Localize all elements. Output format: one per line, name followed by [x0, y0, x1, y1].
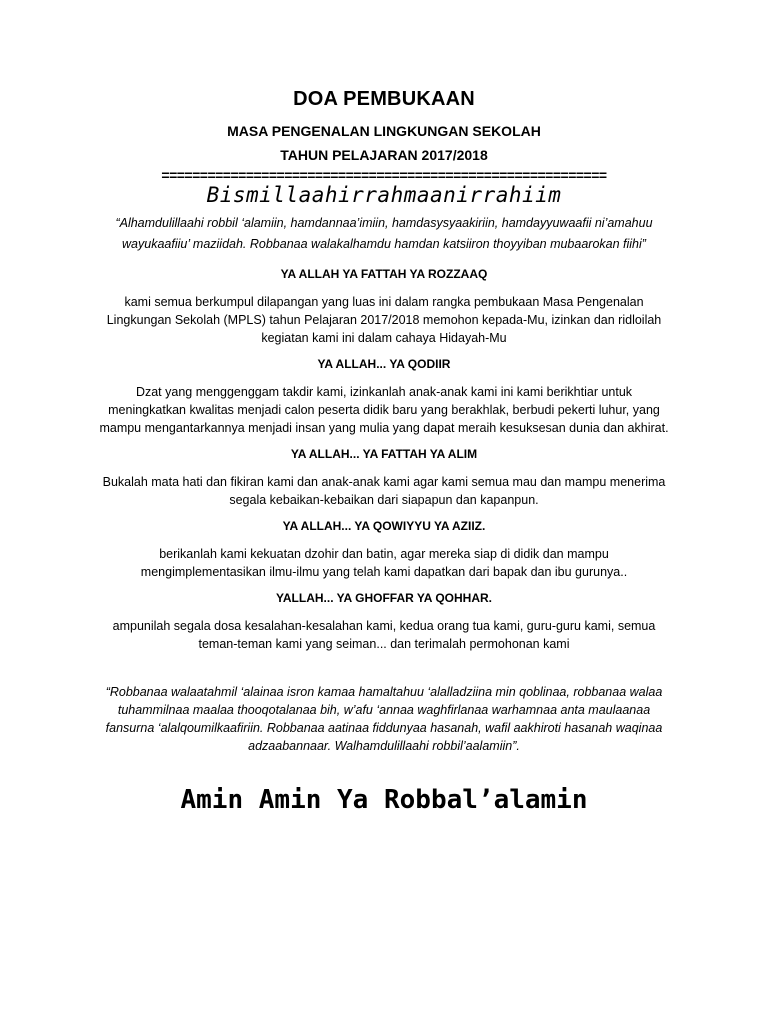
separator-line: ========================================================== [161, 167, 607, 183]
document-subtitle-year: TAHUN PELAJARAN 2017/2018 [280, 147, 488, 163]
section-text: berikanlah kami kekuatan dzohir dan batin, agar mereka siap di didik dan mampu mengimplementasikan ilmu-ilmu yang telah kami dapatkan dari bapak dan ibu gurunya.. [140, 547, 628, 579]
prayer-section [96, 267, 672, 347]
prayer-section [96, 357, 672, 437]
section-heading: YA ALLAH YA FATTAH YA ROZZAAQ [280, 267, 488, 281]
section-text: kami semua berkumpul dilapangan yang luas ini dalam rangka pembukaan Masa Pengenalan Lingkungan Sekolah (MPLS) tahun Pelajaran 2017/2018 memohon kepada-Mu, izinkan dan ridloilah kegiatan kami ini dalam cahaya Hidayah-Mu [106, 295, 662, 345]
prayer-section [96, 447, 672, 509]
prayer-section [96, 591, 672, 653]
section-text: Bukalah mata hati dan fikiran kami dan anak-anak kami agar kami semua mau dan mampu menerima segala kebaikan-kebaikan dari siapapun dan kapanpun. [102, 475, 666, 507]
section-heading: YA ALLAH... YA QODIIR [317, 357, 451, 371]
section-heading: YA ALLAH... YA QOWIYYU YA AZIIZ. [282, 519, 486, 533]
section-heading: YALLAH... YA GHOFFAR YA QOHHAR. [275, 591, 493, 605]
opening-quote: “Alhamdulillaahi robbil ‘alamiin, hamdannaa’imiin, hamdasysyaakiriin, hamdayyuwaafii ni’amahuu wayukaafiiu’ maziidah. Robbanaa walakalhamdu hamdan katsiiron thoyyiban mubaarokan fiihi” [115, 216, 653, 251]
bismillah-heading: Bismillaahirrahmaanirrahiim [206, 183, 562, 207]
prayer-section [96, 519, 672, 581]
document-subtitle-event: MASA PENGENALAN LINGKUNGAN SEKOLAH [227, 123, 541, 139]
section-text: Dzat yang menggenggam takdir kami, izinkanlah anak-anak kami ini kami berikhtiar untuk meningkatkan kwalitas menjadi calon peserta didik baru yang berakhlak, berbudi pekerti luhur, yang mampu mengantarkannya menjadi insan yang mulia yang dapat meraih kesuksesan dunia dan akhirat. [99, 385, 669, 435]
section-text: ampunilah segala dosa kesalahan-kesalahan kami, kedua orang tua kami, guru-guru kami, semua teman-teman kami yang seiman... dan terimalah permohonan kami [112, 619, 656, 651]
section-heading: YA ALLAH... YA FATTAH YA ALIM [290, 447, 478, 461]
closing-quote: “Robbanaa walaatahmil ‘alainaa isron kamaa hamaltahuu ‘alalladziina min qoblinaa, robbanaa walaa tuhammilnaa maalaa thooqotalanaa bih, w’afu ‘annaa waghfirlanaa warhamnaa anta maulaanaa fansurna ‘alalqoumilkaafiriin. Robbanaa aatinaa fiddunyaa hasanah, wafil aakhiroti hasanah waqinaa adzaabannaar. Walhamdulillaahi robbil’aalamiin”. [105, 685, 663, 753]
amin-closing: Amin Amin Ya Robbal’alamin [180, 785, 588, 815]
document-title: DOA PEMBUKAAN [293, 88, 475, 110]
